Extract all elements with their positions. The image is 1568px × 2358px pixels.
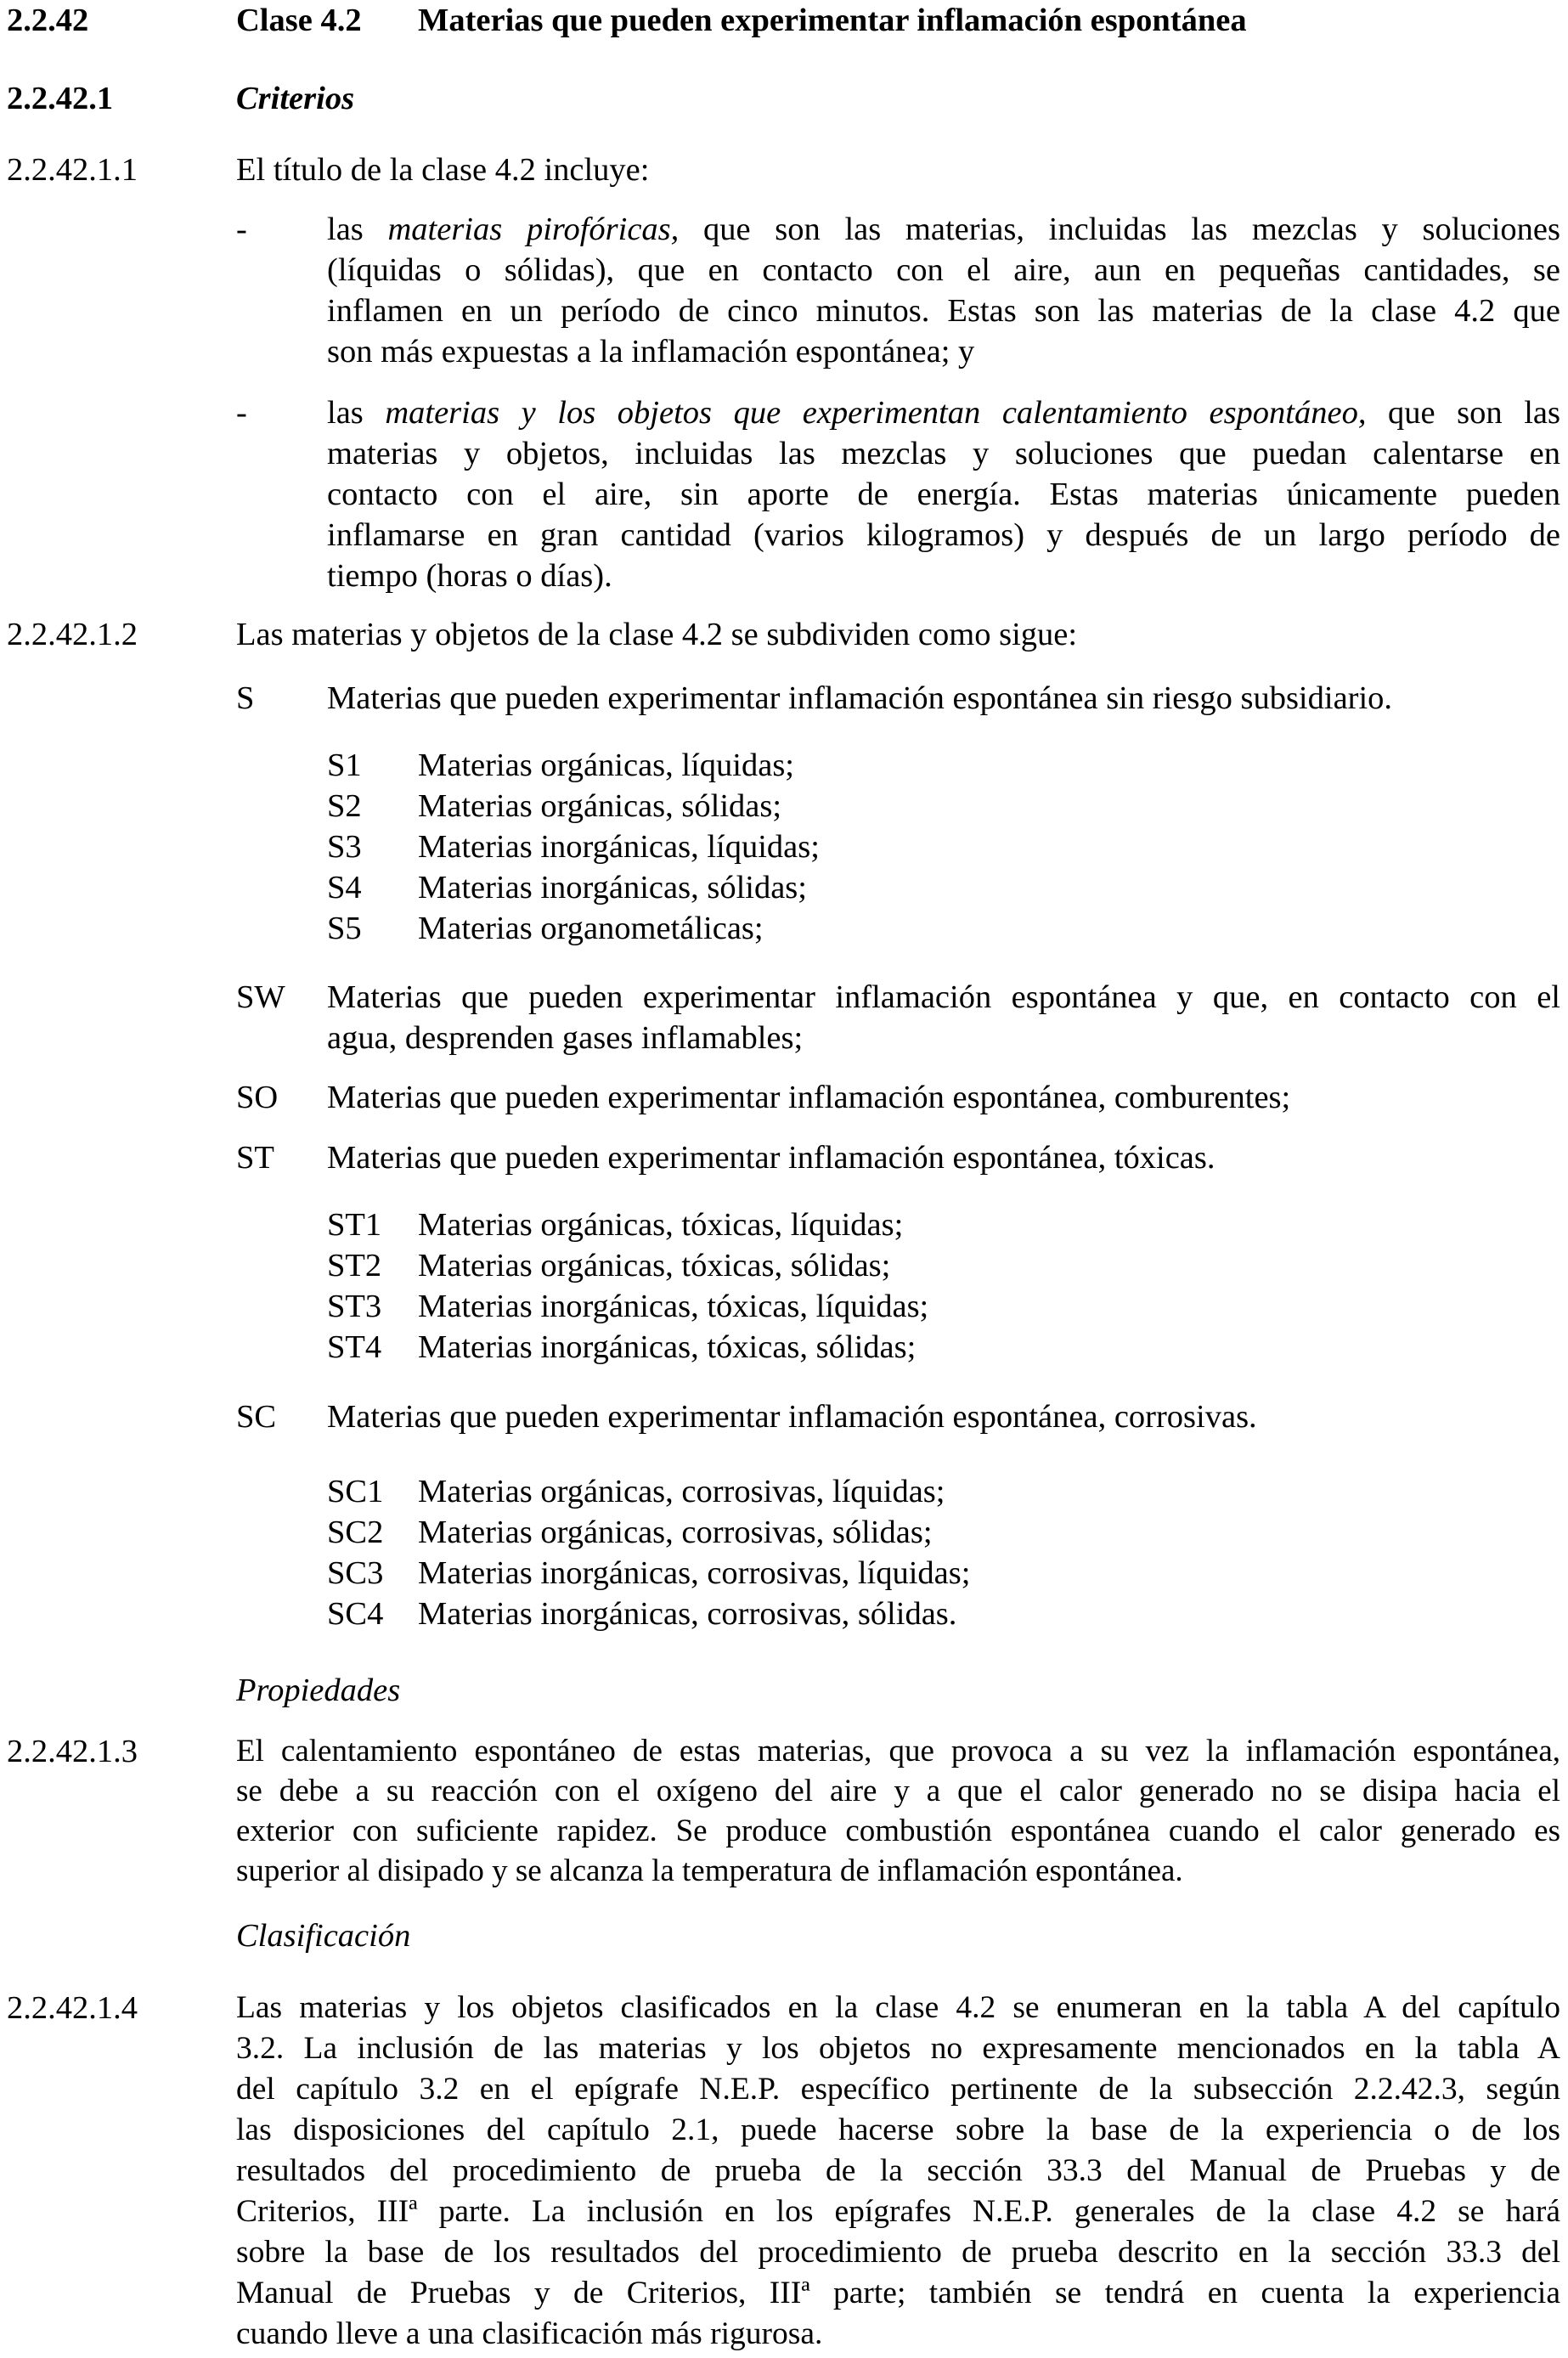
subsection-number: 2.2.42.1 [7, 81, 114, 116]
paragraph-line: El calentamiento espontáneo de estas materias, que provoca a su vez la inflamación espontánea, [236, 1734, 1560, 1768]
group-code: SW [236, 979, 285, 1015]
group-code: ST [236, 1140, 274, 1176]
group-text: Materias que pueden experimentar inflamación espontánea, tóxicas. [327, 1140, 1215, 1176]
item-text: Materias orgánicas, sólidas; [418, 788, 782, 824]
group-text: Materias que pueden experimentar inflamación espontánea, corrosivas. [327, 1399, 1257, 1435]
group-text [327, 977, 1560, 1058]
item-text: Materias organometálicas; [418, 911, 764, 946]
item-code: SC2 [327, 1515, 384, 1550]
bullet-line: (líquidas o sólidas), que en contacto con el aire, aun en pequeñas cantidades, se [327, 252, 1560, 288]
group-line: Materias que pueden experimentar inflamación espontánea y que, en contacto con el [327, 979, 1560, 1015]
group-line: agua, desprenden gases inflamables; [327, 1020, 804, 1056]
item-text: Materias orgánicas, corrosivas, líquidas; [418, 1474, 945, 1509]
group-code: SC [236, 1399, 277, 1435]
item-text: Materias inorgánicas, corrosivas, sólidas. [418, 1596, 957, 1632]
item-text: Materias inorgánicas, tóxicas, líquidas; [418, 1289, 929, 1324]
item-code: ST4 [327, 1329, 382, 1365]
paragraph-line: cuando lleve a una clasificación más rigurosa. [236, 2316, 823, 2351]
paragraph-line: resultados del procedimiento de prueba de la sección 33.3 del Manual de Pruebas y de [236, 2153, 1560, 2188]
paragraph-number: 2.2.42.1.1 [7, 152, 138, 188]
group-text: Materias que pueden experimentar inflamación espontánea sin riesgo subsidiario. [327, 680, 1393, 716]
item-code: SC1 [327, 1474, 384, 1509]
item-text: Materias inorgánicas, sólidas; [418, 870, 807, 905]
bullet-line: las materias y los objetos que experimentan calentamiento espontáneo, que son las [327, 395, 1560, 431]
bullet-line: tiempo (horas o días). [327, 558, 612, 594]
subsection-title: Criterios [236, 81, 355, 116]
item-code: SC3 [327, 1555, 384, 1591]
item-text: Materias orgánicas, corrosivas, sólidas; [418, 1515, 933, 1550]
item-code: ST3 [327, 1289, 382, 1324]
paragraph-number: 2.2.42.1.3 [7, 1734, 138, 1769]
section-title: Materias que pueden experimentar inflamación espontánea [418, 3, 1247, 38]
group-code: S [236, 680, 255, 716]
item-code: ST2 [327, 1248, 382, 1283]
bullet-paragraph [327, 209, 1560, 372]
paragraph-line: superior al disipado y se alcanza la temperatura de inflamación espontánea. [236, 1853, 1183, 1888]
side-heading: Propiedades [236, 1673, 401, 1708]
defined-term: materias y los objetos que experimentan calentamiento espontáneo, [385, 395, 1367, 431]
paragraph-line: las disposiciones del capítulo 2.1, puede hacerse sobre la base de la experiencia o de los [236, 2113, 1560, 2147]
bullet-line: las materias pirofóricas, que son las materias, incluidas las mezclas y soluciones [327, 212, 1560, 247]
paragraph-line: Las materias y los objetos clasificados en la clase 4.2 se enumeran en la tabla A del capítulo [236, 1990, 1560, 2025]
bullet-dash: - [236, 212, 247, 247]
paragraph-line: 3.2. La inclusión de las materias y los objetos no expresamente mencionados en la tabla A [236, 2031, 1560, 2066]
item-code: S4 [327, 870, 362, 905]
item-text: Materias orgánicas, tóxicas, líquidas; [418, 1207, 904, 1243]
paragraph-text [236, 1988, 1560, 2355]
bullet-dash: - [236, 395, 247, 431]
bullet-paragraph [327, 392, 1560, 596]
item-text: Materias orgánicas, líquidas; [418, 747, 794, 783]
item-code: ST1 [327, 1207, 382, 1243]
side-heading: Clasificación [236, 1918, 411, 1954]
group-code: SO [236, 1080, 279, 1115]
group-text: Materias que pueden experimentar inflamación espontánea, comburentes; [327, 1080, 1291, 1115]
class-label: Clase 4.2 [236, 3, 362, 38]
item-text: Materias inorgánicas, líquidas; [418, 829, 820, 865]
paragraph-line: Manual de Pruebas y de Criterios, IIIª parte; también se tendrá en cuenta la experiencia [236, 2276, 1560, 2310]
paragraph-text [236, 1731, 1560, 1891]
paragraph-number: 2.2.42.1.4 [7, 1990, 138, 2026]
bullet-line: inflamarse en gran cantidad (varios kilogramos) y después de un largo período de [327, 517, 1560, 553]
bullet-line: contacto con el aire, sin aporte de energía. Estas materias únicamente pueden [327, 477, 1560, 512]
paragraph-line: del capítulo 3.2 en el epígrafe N.E.P. específico pertinente de la subsección 2.2.42.3, según [236, 2072, 1560, 2107]
item-text: Materias inorgánicas, corrosivas, líquidas; [418, 1555, 971, 1591]
section-number: 2.2.42 [7, 3, 89, 38]
item-text: Materias orgánicas, tóxicas, sólidas; [418, 1248, 891, 1283]
item-text: Materias inorgánicas, tóxicas, sólidas; [418, 1329, 917, 1365]
paragraph-text: El título de la clase 4.2 incluye: [236, 152, 650, 188]
item-code: S2 [327, 788, 362, 824]
item-code: S1 [327, 747, 362, 783]
item-code: S5 [327, 911, 362, 946]
paragraph-line: Criterios, IIIª parte. La inclusión en los epígrafes N.E.P. generales de la clase 4.2 se hará [236, 2194, 1560, 2229]
paragraph-number: 2.2.42.1.2 [7, 617, 138, 652]
item-code: S3 [327, 829, 362, 865]
paragraph-line: exterior con suficiente rapidez. Se produce combustión espontánea cuando el calor generado es [236, 1814, 1560, 1848]
paragraph-line: se debe a su reacción con el oxígeno del aire y a que el calor generado no se disipa hacia el [236, 1774, 1560, 1808]
paragraph-text: Las materias y objetos de la clase 4.2 se subdividen como sigue: [236, 617, 1078, 652]
bullet-line: son más expuestas a la inflamación espontánea; y [327, 334, 975, 369]
paragraph-line: sobre la base de los resultados del procedimiento de prueba descrito en la sección 33.3 del [236, 2235, 1560, 2270]
bullet-line: materias y objetos, incluidas las mezclas y soluciones que puedan calentarse en [327, 436, 1560, 471]
defined-term: materias pirofóricas, [387, 212, 680, 247]
item-code: SC4 [327, 1596, 384, 1632]
bullet-line: inflamen en un período de cinco minutos. Estas son las materias de la clase 4.2 que [327, 293, 1560, 329]
